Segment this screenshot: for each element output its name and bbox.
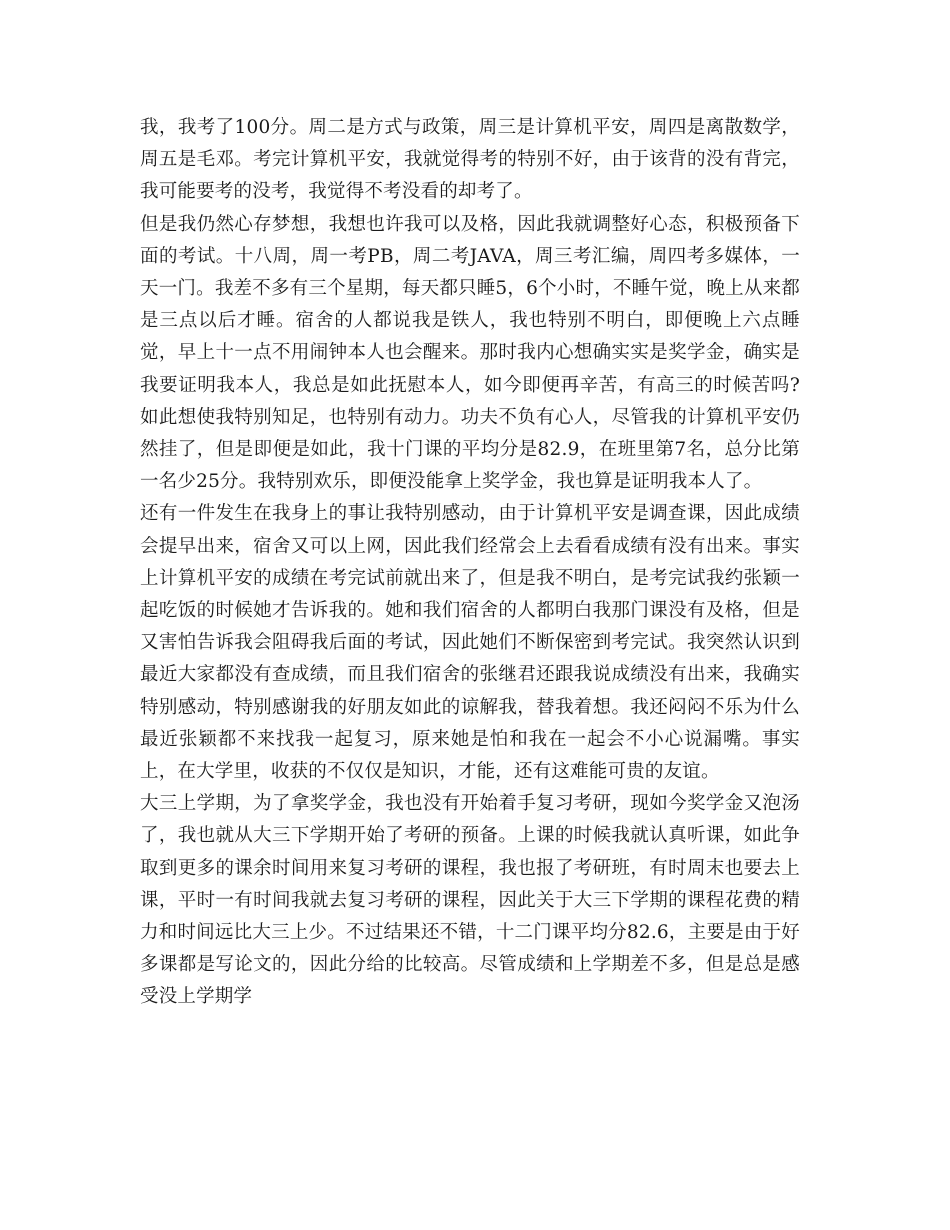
document-body xyxy=(140,112,800,1014)
paragraph-2: 但是我仍然心存梦想，我想也许我可以及格，因此我就调整好心态，积极预备下面的考试。十八周，周一考PB，周二考JAVA，周三考汇编，周四考多媒体，一天一门。我差不多有三个星期，每天都只睡5，6个小时，不睡午觉，晚上从来都是三点以后才睡。宿舍的人都说我是铁人，我也特别不明白，即便晚上六点睡觉，早上十一点不用闹钟本人也会醒来。那时我内心想确实实是奖学金，确实是我要证明我本人，我总是如此抚慰本人，如今即便再辛苦，有高三的时候苦吗?如此想使我特别知足，也特别有动力。功夫不负有心人，尽管我的计算机平安仍然挂了，但是即便是如此，我十门课的平均分是82.9，在班里第7名，总分比第一名少25分。我特别欢乐，即便没能拿上奖学金，我也算是证明我本人了。 xyxy=(140,213,800,493)
paragraph-3: 还有一件发生在我身上的事让我特别感动，由于计算机平安是调查课，因此成绩会提早出来，宿舍又可以上网，因此我们经常会上去看看成绩有没有出来。事实上计算机平安的成绩在考完试前就出来了，但是我不明白，是考完试我约张颖一起吃饭的时候她才告诉我的。她和我们宿舍的人都明白我那门课没有及格，但是又害怕告诉我会阻碍我后面的考试，因此她们不断保密到考完试。我突然认识到最近大家都没有查成绩，而且我们宿舍的张继君还跟我说成绩没有出来，我确实特别感动，特别感谢我的好朋友如此的谅解我，替我着想。我还闷闷不乐为什么最近张颖都不来找我一起复习，原来她是怕和我在一起会不小心说漏嘴。事实上，在大学里，收获的不仅仅是知识，才能，还有这难能可贵的友谊。 xyxy=(140,503,800,783)
paragraph-4: 大三上学期，为了拿奖学金，我也没有开始着手复习考研，现如今奖学金又泡汤了，我也就从大三下学期开始了考研的预备。上课的时候我就认真听课，如此争取到更多的课余时间用来复习考研的课程，我也报了考研班，有时周末也要去上课，平时一有时间我就去复习考研的课程，因此关于大三下学期的课程花费的精力和时间远比大三上少。不过结果还不错，十二门课平均分82.6，主要是由于好多课都是写论文的，因此分给的比较高。尽管成绩和上学期差不多，但是总是感受没上学期学 xyxy=(140,793,800,1008)
paragraph-1: 我，我考了100分。周二是方式与政策，周三是计算机平安，周四是离散数学，周五是毛邓。考完计算机平安，我就觉得考的特别不好，由于该背的没有背完，我可能要考的没考，我觉得不考没看的却考了。 xyxy=(140,117,800,203)
